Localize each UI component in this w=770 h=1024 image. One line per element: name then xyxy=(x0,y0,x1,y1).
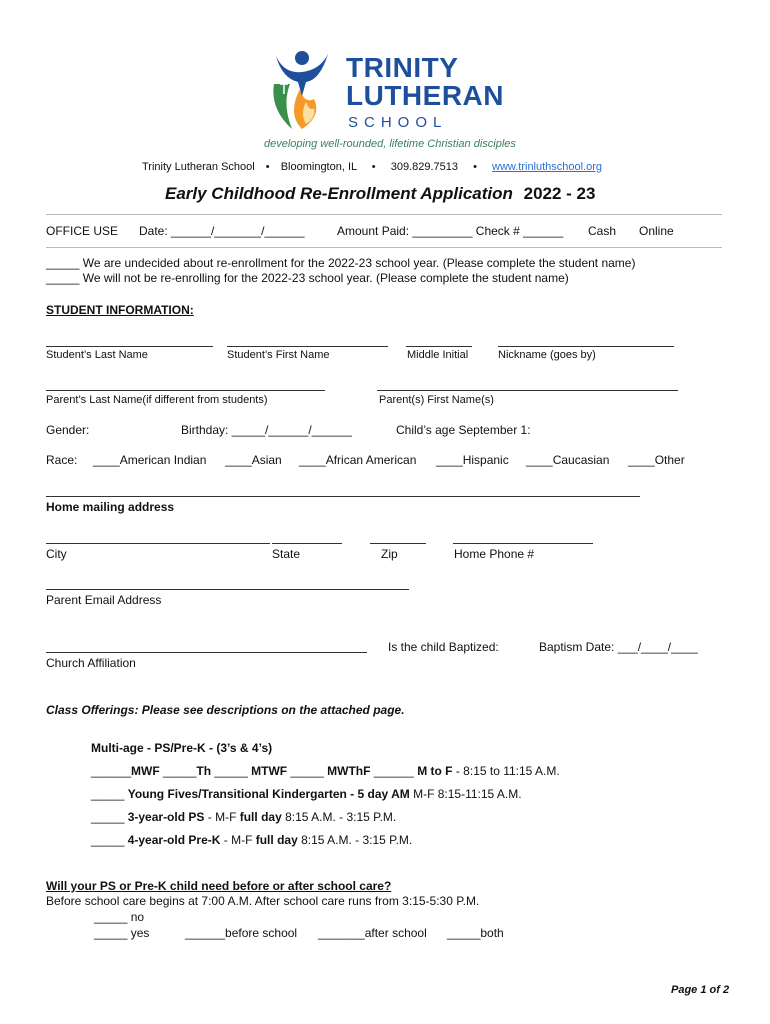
divider-top xyxy=(46,214,722,215)
title-year: 2022 - 23 xyxy=(523,184,596,203)
home-phone-label: Home Phone # xyxy=(454,547,535,561)
school-website-link[interactable]: www.trinluthschool.org xyxy=(492,161,603,173)
th-blank[interactable]: _____ xyxy=(159,764,197,778)
middle-initial-line[interactable] xyxy=(406,346,472,347)
care-no-option[interactable]: _____ no xyxy=(94,910,145,924)
ps3-row: _____ 3-year-old PS - M-F full day 8:15 A.M. - 3:15 P.M. xyxy=(91,810,397,824)
undecided-option[interactable]: _____ We are undecided about re-enrollment for the 2022-23 school year. (Please complete the student name) xyxy=(46,256,636,270)
home-phone-line[interactable] xyxy=(453,543,593,544)
logo-text-line1: TRINITY xyxy=(346,52,459,83)
parent-first-name-label: Parent(s) First Name(s) xyxy=(379,394,494,406)
state-label: State xyxy=(272,547,301,561)
class-offerings-heading: Class Offerings: Please see descriptions on the attached page. xyxy=(46,703,405,717)
mwf-option[interactable]: MWF xyxy=(131,764,160,778)
student-first-name-line[interactable] xyxy=(227,346,388,347)
contact-line: Trinity Lutheran School • Bloomington, IL • 309.829.7513 • www.trinluthschool.org xyxy=(142,161,603,173)
care-both-option[interactable]: _____both xyxy=(447,926,504,940)
race-american-indian[interactable]: ____American Indian xyxy=(93,453,207,467)
ps3-option[interactable]: 3-year-old PS xyxy=(127,810,205,824)
ps3-blank[interactable]: _____ xyxy=(91,810,128,824)
zip-label: Zip xyxy=(381,547,398,561)
nickname-label: Nickname (goes by) xyxy=(498,349,596,361)
care-yes-option[interactable]: _____ yes xyxy=(94,926,150,940)
student-info-heading: STUDENT INFORMATION: xyxy=(46,303,194,317)
office-date-field[interactable]: Date: ______/_______/______ xyxy=(139,224,305,238)
baptism-date-field[interactable]: Baptism Date: ___/____/____ xyxy=(539,640,698,654)
pk4-blank[interactable]: _____ xyxy=(91,833,128,847)
church-label: Church Affiliation xyxy=(46,656,136,670)
parent-email-line[interactable] xyxy=(46,589,409,590)
race-african-american[interactable]: ____African American xyxy=(299,453,417,467)
race-hispanic[interactable]: ____Hispanic xyxy=(436,453,509,467)
baptized-field[interactable]: Is the child Baptized: xyxy=(388,640,499,654)
student-first-name-label: Student’s First Name xyxy=(227,349,330,361)
student-last-name-label: Student’s Last Name xyxy=(46,349,148,361)
young-fives-time: M-F 8:15-11:15 A.M. xyxy=(409,787,522,801)
young-fives-option[interactable]: Young Fives/Transitional Kindergarten - 5 day AM xyxy=(127,787,410,801)
logo-text-line2: LUTHERAN xyxy=(346,80,504,111)
mwf-blank[interactable]: ______ xyxy=(91,764,132,778)
race-asian[interactable]: ____Asian xyxy=(225,453,282,467)
city-line[interactable] xyxy=(46,543,270,544)
mtwf-blank[interactable]: _____ xyxy=(211,764,252,778)
pk4-row: _____ 4-year-old Pre-K - M-F full day 8:15 A.M. - 3:15 P.M. xyxy=(91,833,413,847)
care-after-option[interactable]: _______after school xyxy=(318,926,427,940)
mwthf-option[interactable]: MWThF xyxy=(327,764,371,778)
gender-field[interactable]: Gender: xyxy=(46,423,90,437)
office-online-option[interactable]: Online xyxy=(639,224,674,238)
mtof-blank[interactable]: ______ xyxy=(370,764,418,778)
race-caucasian[interactable]: ____Caucasian xyxy=(526,453,610,467)
nickname-line[interactable] xyxy=(498,346,674,347)
age-sept-field[interactable]: Child’s age September 1: xyxy=(396,423,531,437)
contact-city: Bloomington, IL xyxy=(280,161,357,173)
mtwf-option[interactable]: MTWF xyxy=(251,764,288,778)
mwthf-blank[interactable]: _____ xyxy=(287,764,328,778)
race-other[interactable]: ____Other xyxy=(628,453,685,467)
mtof-time: - 8:15 to 11:15 A.M. xyxy=(452,764,560,778)
office-amount-field[interactable]: Amount Paid: _________ Check # ______ xyxy=(337,224,564,238)
office-cash-option[interactable]: Cash xyxy=(588,224,617,238)
parent-last-name-line[interactable] xyxy=(46,390,325,391)
multiage-heading: Multi-age - PS/Pre-K - (3’s & 4’s) xyxy=(91,741,273,755)
middle-initial-label: Middle Initial xyxy=(407,349,469,361)
city-label: City xyxy=(46,547,67,561)
page-number: Page 1 of 2 xyxy=(671,984,730,996)
page-title xyxy=(165,184,595,204)
tagline: developing well-rounded, lifetime Christian disciples xyxy=(264,138,516,150)
birthday-field[interactable]: Birthday: _____/______/______ xyxy=(181,423,352,437)
school-logo xyxy=(262,44,512,139)
care-question: Will your PS or Pre-K child need before or after school care? xyxy=(46,879,392,893)
logo-text-line3: SCHOOL xyxy=(348,114,448,131)
parent-last-name-label: Parent’s Last Name(if different from students) xyxy=(46,394,268,406)
title-text: Early Childhood Re-Enrollment Application xyxy=(165,184,513,203)
contact-school: Trinity Lutheran School xyxy=(142,161,255,173)
mtof-option[interactable]: M to F xyxy=(417,764,453,778)
young-fives-blank[interactable]: _____ xyxy=(91,787,128,801)
parent-email-label: Parent Email Address xyxy=(46,593,162,607)
th-option[interactable]: Th xyxy=(196,764,212,778)
parent-first-name-line[interactable] xyxy=(377,390,678,391)
pk4-option[interactable]: 4-year-old Pre-K xyxy=(127,833,221,847)
office-use-label: OFFICE USE xyxy=(46,224,119,238)
zip-line[interactable] xyxy=(370,543,426,544)
multiage-options-row xyxy=(91,764,560,778)
not-reenrolling-option[interactable]: _____ We will not be re-enrolling for the 2022-23 school year. (Please complete the student name) xyxy=(46,271,569,285)
home-address-line[interactable] xyxy=(46,496,640,497)
young-fives-row xyxy=(91,787,522,801)
contact-phone: 309.829.7513 xyxy=(390,161,459,173)
divider-office xyxy=(46,247,722,248)
state-line[interactable] xyxy=(272,543,342,544)
care-before-option[interactable]: ______before school xyxy=(185,926,298,940)
care-info: Before school care begins at 7:00 A.M. After school care runs from 3:15-5:30 P.M. xyxy=(46,894,480,908)
student-last-name-line[interactable] xyxy=(46,346,213,347)
home-address-label: Home mailing address xyxy=(46,500,175,514)
church-line[interactable] xyxy=(46,652,367,653)
logo-emblem-icon xyxy=(262,44,342,134)
race-label: Race: xyxy=(46,453,78,467)
